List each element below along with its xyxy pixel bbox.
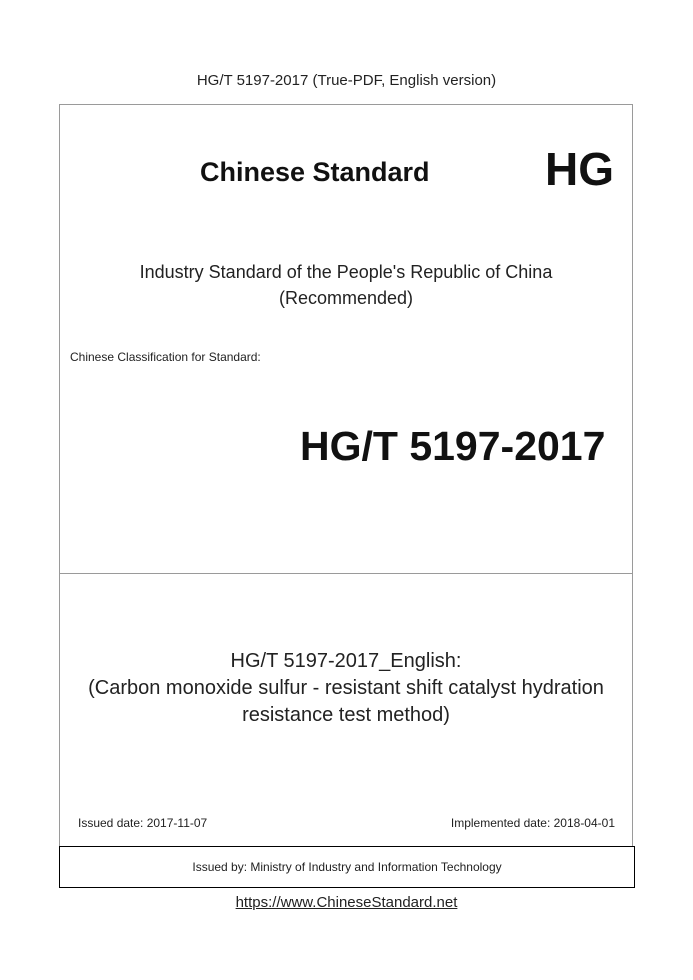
implemented-date: Implemented date: 2018-04-01 [450, 816, 615, 830]
brand-title: Chinese Standard [200, 157, 430, 187]
document-title-line: resistance test method) [242, 704, 450, 726]
document-title-line: HG/T 5197-2017_English: [230, 650, 462, 672]
page-header-title: HG/T 5197-2017 (True-PDF, English version) [196, 72, 497, 89]
classification-label: Chinese Classification for Standard: [70, 350, 261, 364]
standard-number: HG/T 5197-2017 [300, 423, 606, 469]
document-title-line: (Carbon monoxide sulfur - resistant shift catalyst hydration [88, 677, 604, 699]
industry-standard-heading [59, 259, 633, 311]
issued-by: Issued by: Ministry of Industry and Information Technology [192, 860, 502, 874]
brand-code: HG [545, 143, 614, 195]
recommended-line: (Recommended) [278, 288, 414, 308]
document-title [59, 648, 633, 729]
issued-date: Issued date: 2017-11-07 [78, 816, 208, 830]
website-link[interactable]: https://www.ChineseStandard.net [235, 894, 458, 911]
industry-line: Industry Standard of the People's Republic of China [139, 262, 553, 282]
